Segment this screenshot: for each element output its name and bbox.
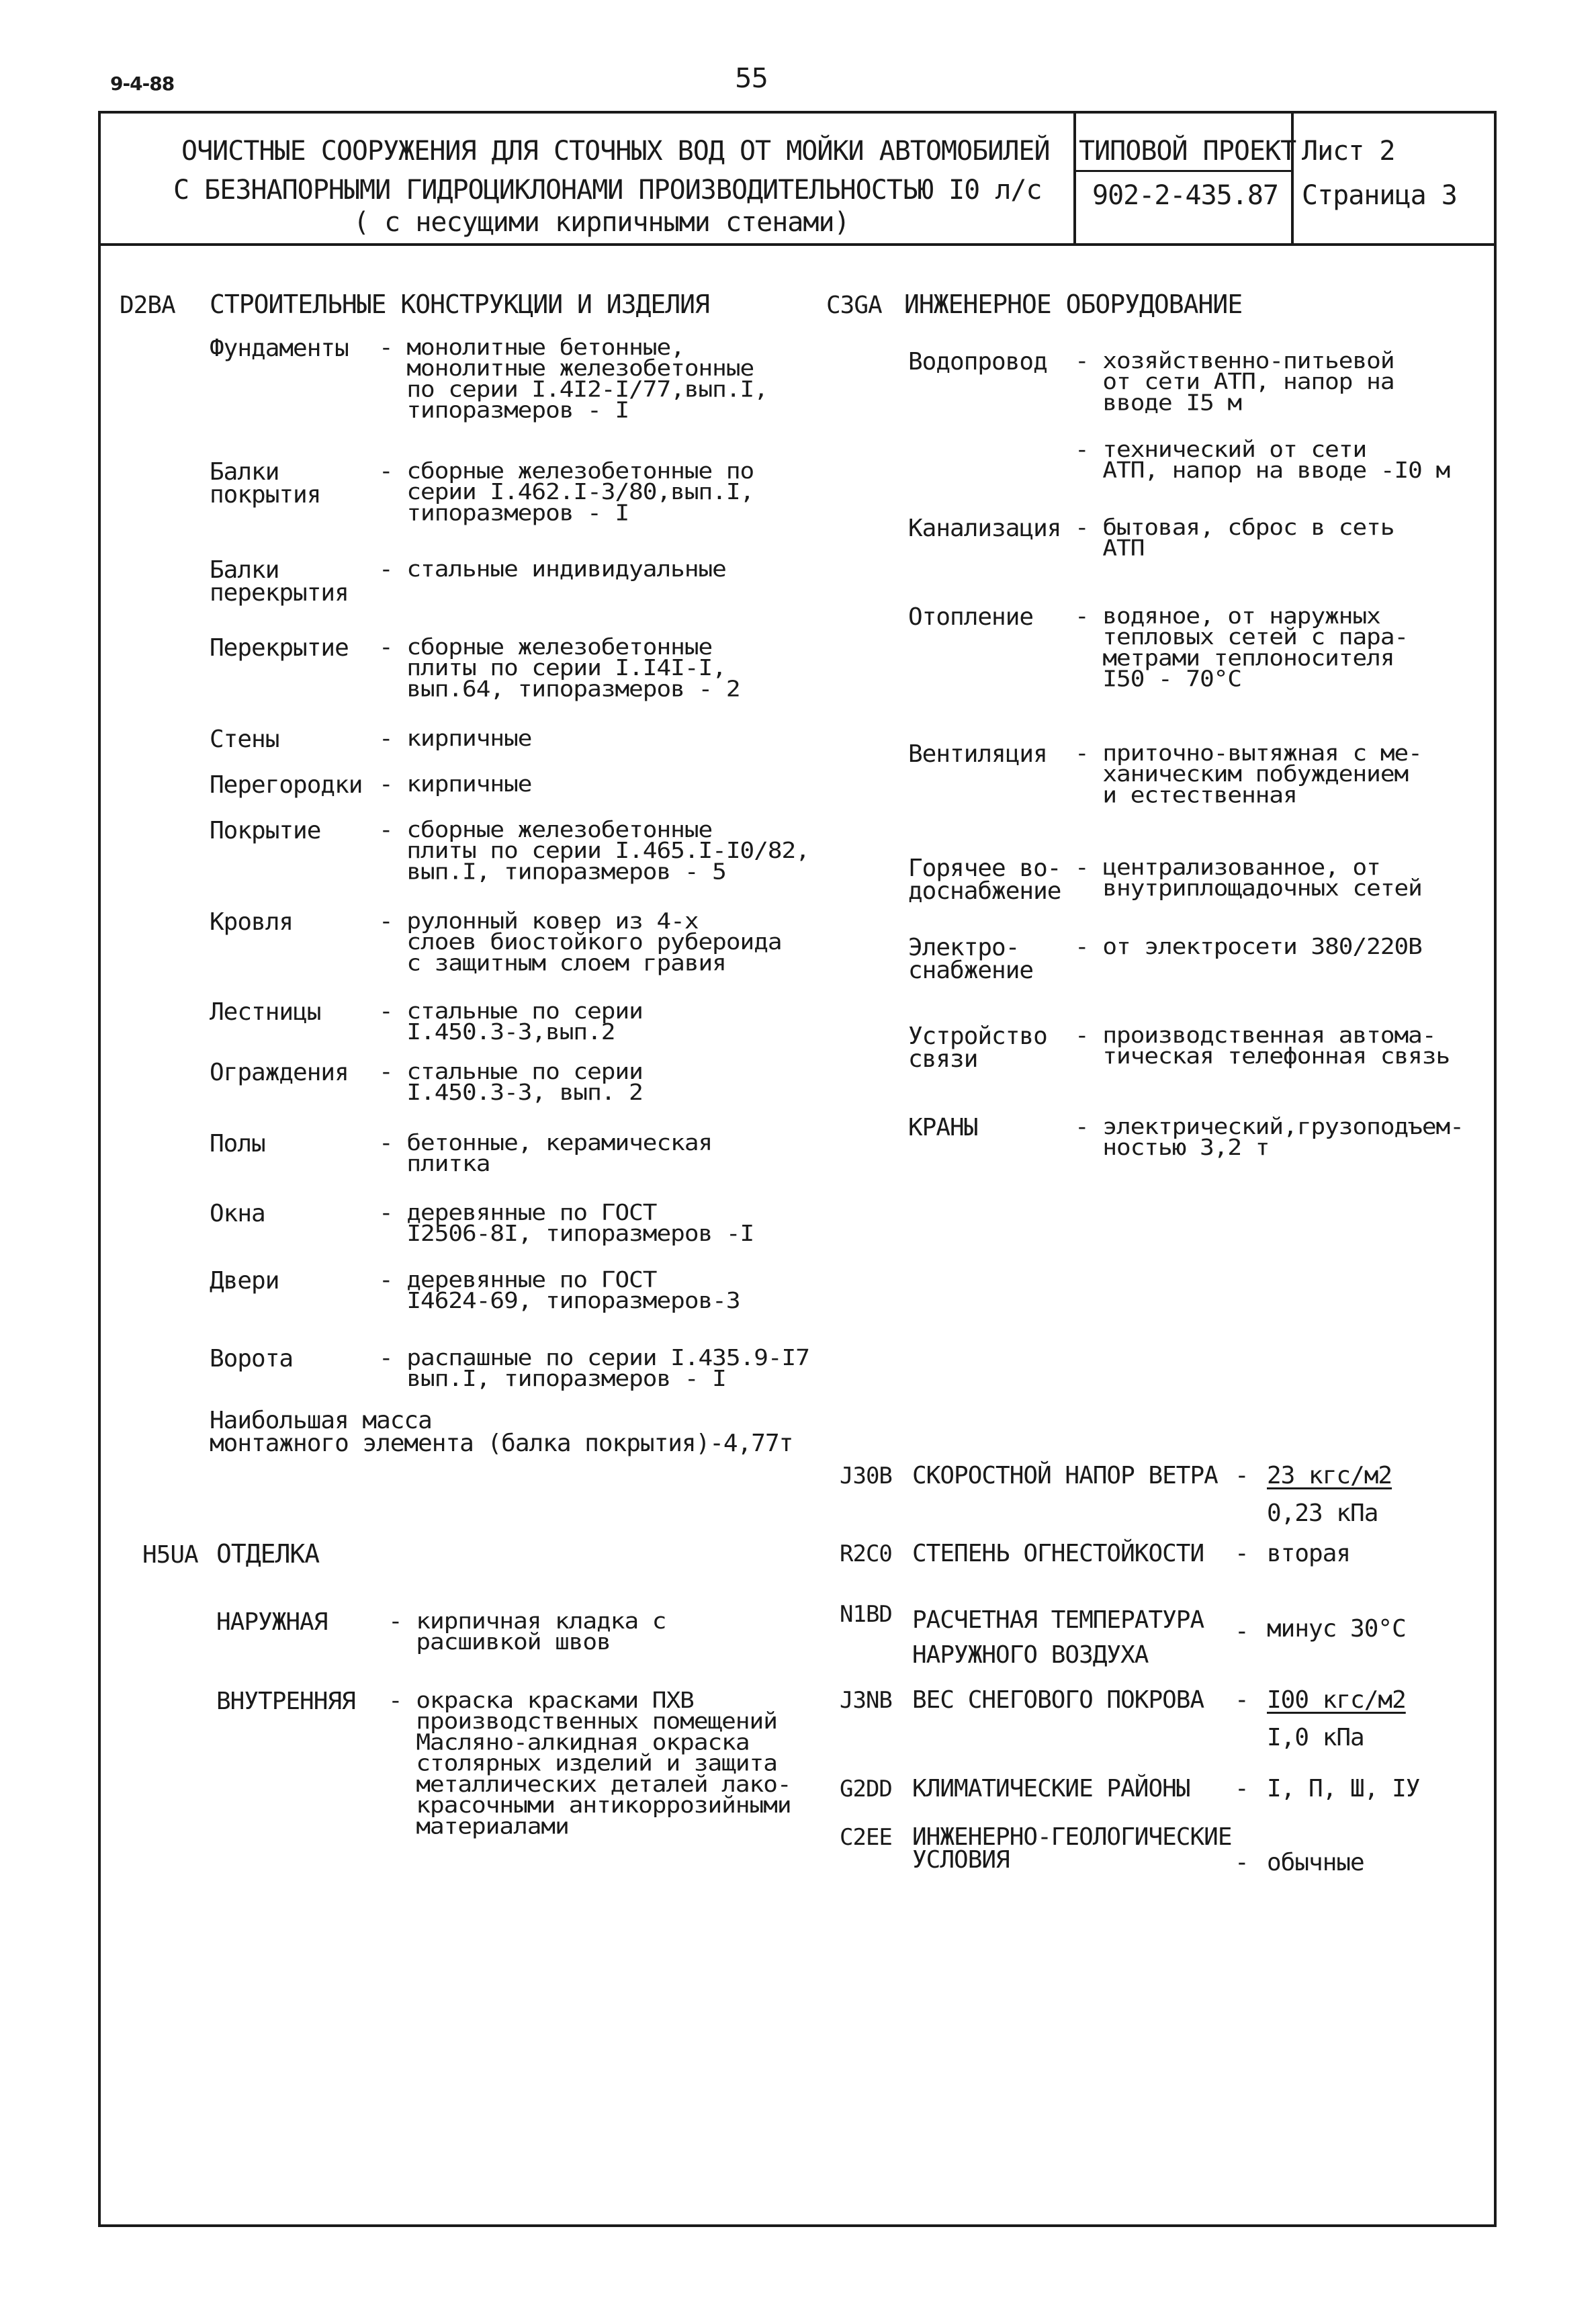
parameter-code: C2EE (840, 1824, 892, 1851)
item-name: Полы (210, 1130, 265, 1158)
item-name: НАРУЖНАЯ (216, 1608, 328, 1636)
project-label: ТИПОВОЙ ПРОЕКТ (1079, 136, 1296, 167)
parameter-value: обычные (1267, 1849, 1364, 1876)
header-column-divider (1291, 111, 1294, 245)
parameter-name: СТЕПЕНЬ ОГНЕСТОЙКОСТИ (912, 1540, 1204, 1567)
item-value: - кирпичная кладка с расшивкой швов (388, 1608, 666, 1655)
section-title: ОТДЕЛКА (216, 1539, 320, 1569)
section-title: ИНЖЕНЕРНОЕ ОБОРУДОВАНИЕ (904, 290, 1243, 319)
item-name: Фундаменты (210, 335, 349, 362)
item-value: - сборные железобетонные плиты по серии I.I4I-I, вып.64, типоразмеров - 2 (379, 634, 740, 702)
item-name: Двери (210, 1267, 279, 1295)
item-name: Вентиляция (908, 740, 1047, 768)
header-column-divider (1073, 111, 1076, 245)
parameter-dash: - (1235, 1849, 1249, 1876)
page-label: Страница 3 (1302, 180, 1457, 211)
parameter-value: вторая (1267, 1540, 1351, 1567)
item-value: - сборные железобетонные плиты по серии I.465.I-I0/82, вып.I, типоразмеров - 5 (379, 817, 809, 885)
item-name: Покрытие (210, 817, 321, 844)
parameter-value-secondary: I,0 кПа (1267, 1724, 1364, 1751)
item-value: - технический от сети АТП, напор на вводе -I0 м (1075, 437, 1450, 484)
item-value: - водяное, от наружных тепловых сетей с пара- метрами теплоносителя I50 - 70°С (1075, 603, 1409, 692)
section-code: H5UA (142, 1541, 198, 1569)
item-name: Ворота (210, 1345, 294, 1373)
parameter-value: минус 30°С (1267, 1615, 1406, 1643)
item-name: Водопровод (908, 348, 1047, 376)
item-name: Балки перекрытия (210, 556, 349, 607)
parameter-code: J3NB (840, 1687, 892, 1714)
parameter-name: ИНЖЕНЕРНО-ГЕОЛОГИЧЕСКИЕ УСЛОВИЯ (912, 1823, 1232, 1874)
item-name: Кровля (210, 908, 294, 936)
parameter-name: СКОРОСТНОЙ НАПОР ВЕТРА (912, 1462, 1218, 1489)
item-value: - деревянные по ГОСТ I2506-8I, типоразмеров -I (379, 1200, 754, 1247)
parameter-name: РАСЧЕТНАЯ ТЕМПЕРАТУРА НАРУЖНОГО ВОЗДУХА (912, 1606, 1204, 1669)
item-name: КРАНЫ (908, 1114, 978, 1141)
header-divider (98, 243, 1497, 246)
item-value: - распашные по серии I.435.9-I7 вып.I, типоразмеров - I (379, 1345, 809, 1392)
parameter-name: КЛИМАТИЧЕСКИЕ РАЙОНЫ (912, 1775, 1190, 1802)
section-code: C3GA (826, 292, 882, 319)
item-value: - бетонные, керамическая плитка (379, 1130, 713, 1177)
parameter-value: I, П, Ш, IУ (1267, 1775, 1420, 1802)
item-value: - приточно-вытяжная с ме- ханическим побуждением и естественная (1075, 740, 1422, 808)
item-value: - кирпичные (379, 771, 532, 797)
item-name: Стены (210, 726, 279, 753)
item-value: - производственная автома- тическая телефонная связь (1075, 1022, 1450, 1070)
page-frame (98, 111, 1497, 2227)
parameter-value-secondary: 0,23 кПа (1267, 1499, 1378, 1527)
sheet-number: Лист 2 (1302, 136, 1395, 167)
item-name: Перекрытие (210, 634, 349, 662)
item-name: Балки покрытия (210, 458, 321, 509)
item-name: Устройство связи (908, 1022, 1047, 1073)
parameter-value: I00 кгс/м2 (1267, 1686, 1406, 1714)
parameter-code: R2C0 (840, 1540, 892, 1567)
parameter-dash: - (1235, 1462, 1249, 1489)
project-number: 902-2-435.87 (1092, 180, 1278, 211)
item-name: Ограждения (210, 1059, 349, 1086)
item-value: - стальные индивидуальные (379, 556, 726, 582)
item-value: - централизованное, от внутриплощадочных сетей (1075, 855, 1422, 902)
title-line-3: ( с несущими кирпичными стенами) (353, 207, 850, 238)
document-code: 9-4-88 (110, 73, 175, 95)
parameter-dash: - (1235, 1618, 1249, 1645)
parameter-dash: - (1235, 1540, 1249, 1567)
item-value: - окраска красками ПХВ производственных помещений Масляно-алкидная окраска столярных изделий и защита металлических деталей лако- красочными антикоррозийными материалами (388, 1688, 791, 1839)
item-name: Лестницы (210, 998, 321, 1026)
item-value: - стальные по серии I.450.3-3,вып.2 (379, 998, 643, 1045)
parameter-code: J30B (840, 1463, 892, 1489)
item-value: - сборные железобетонные по серии I.462.I-3/80,вып.I, типоразмеров - I (379, 458, 754, 526)
parameter-code: N1BD (840, 1601, 892, 1628)
item-value: - деревянные по ГОСТ I4624-69, типоразмеров-3 (379, 1267, 740, 1314)
item-name: Окна (210, 1200, 265, 1227)
mass-note: Наибольшая масса монтажного элемента (балка покрытия)-4,77т (210, 1407, 793, 1457)
page-number: 55 (735, 63, 768, 94)
item-value: - рулонный ковер из 4-х слоев биостойкого рубероида с защитным слоем гравия (379, 908, 782, 976)
parameter-value: 23 кгс/м2 (1267, 1462, 1392, 1489)
item-name: Канализация (908, 515, 1061, 542)
item-name: Перегородки (210, 771, 363, 799)
item-name: Отопление (908, 603, 1034, 631)
item-name: ВНУТРЕННЯЯ (216, 1688, 355, 1715)
item-value: - монолитные бетонные, монолитные железобетонные по серии I.4I2-I/77,вып.I, типоразмеров - I (379, 335, 768, 423)
item-name: Электро- снабжение (908, 934, 1034, 984)
item-value: - бытовая, сброс в сеть АТП (1075, 515, 1394, 562)
item-value: - от электросети 380/220В (1075, 934, 1422, 960)
parameter-dash: - (1235, 1686, 1249, 1714)
item-value: - электрический,грузоподъем- ностью 3,2 т (1075, 1114, 1464, 1161)
section-title: СТРОИТЕЛЬНЫЕ КОНСТРУКЦИИ И ИЗДЕЛИЯ (210, 290, 709, 319)
item-value: - кирпичные (379, 726, 532, 752)
item-value: - стальные по серии I.450.3-3, вып. 2 (379, 1059, 643, 1106)
parameter-name: ВЕС СНЕГОВОГО ПОКРОВА (912, 1686, 1204, 1714)
title-line-2: С БЕЗНАПОРНЫМИ ГИДРОЦИКЛОНАМИ ПРОИЗВОДИТЕЛЬНОСТЬЮ I0 л/с (173, 175, 1042, 206)
parameter-code: G2DD (840, 1776, 892, 1802)
parameter-dash: - (1235, 1775, 1249, 1802)
section-code: D2BA (120, 292, 175, 319)
item-name: Горячее во- доснабжение (908, 855, 1061, 905)
title-line-1: ОЧИСТНЫЕ СООРУЖЕНИЯ ДЛЯ СТОЧНЫХ ВОД ОТ МОЙКИ АВТОМОБИЛЕЙ (181, 136, 1050, 167)
item-value: - хозяйственно-питьевой от сети АТП, напор на вводе I5 м (1075, 348, 1394, 416)
